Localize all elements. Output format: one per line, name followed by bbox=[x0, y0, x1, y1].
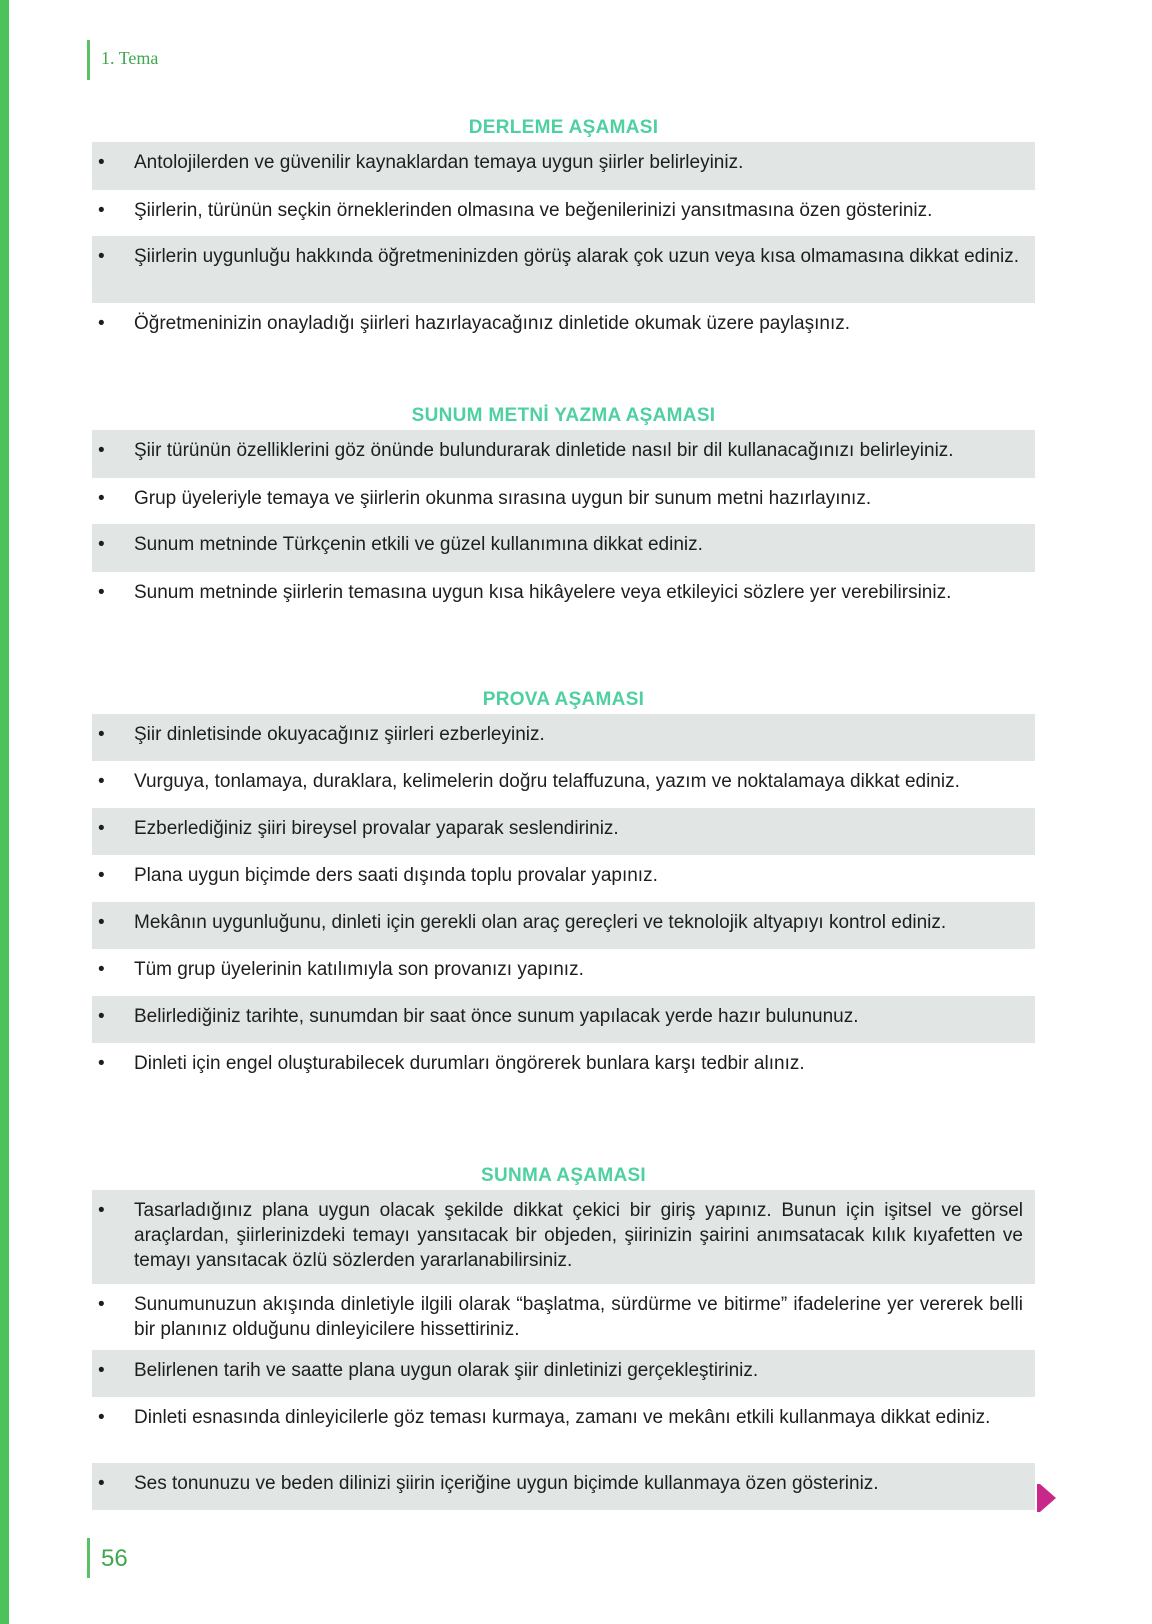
section-sunum-metni bbox=[92, 402, 1035, 618]
list-item: • Sunumunuzun akışında dinletiyle ilgili olarak “başlatma, sürdürme ve bitirme” ifadelerine yer vererek belli bir planınız olduğunu dinleyicilere hissettiriniz. bbox=[98, 1294, 1023, 1340]
bullet-icon: • bbox=[98, 865, 105, 886]
bullet-icon: • bbox=[98, 313, 105, 334]
section-title: SUNUM METNİ YAZMA AŞAMASI bbox=[411, 405, 716, 426]
list-item: • Ezberlediğiniz şiiri bireysel provalar yaparak seslendiriniz. bbox=[92, 808, 1035, 855]
next-page-arrow-icon bbox=[1040, 1484, 1056, 1512]
list-item: • Ses tonunuzu ve beden dilinizi şiirin içeriğine uygun biçimde kullanmaya özen gösteriniz. bbox=[92, 1463, 1035, 1510]
page-edge-stripe bbox=[0, 0, 9, 1624]
header-rule bbox=[87, 40, 90, 80]
list-item: • Dinleti için engel oluşturabilecek durumları öngörerek bunlara karşı tedbir alınız. bbox=[98, 1053, 805, 1074]
bullet-icon: • bbox=[98, 246, 105, 267]
bullet-icon: • bbox=[98, 818, 105, 839]
theme-label: 1. Tema bbox=[101, 48, 159, 68]
bullet-icon: • bbox=[98, 724, 105, 745]
list-item: • Grup üyeleriyle temaya ve şiirlerin okunma sırasına uygun bir sunum metni hazırlayınız. bbox=[98, 488, 872, 509]
bullet-icon: • bbox=[98, 534, 105, 555]
bullet-icon: • bbox=[98, 200, 105, 221]
section-title: DERLEME AŞAMASI bbox=[468, 117, 659, 138]
list-item: • Belirlenen tarih ve saatte plana uygun olarak şiir dinletinizi gerçekleştiriniz. bbox=[92, 1350, 1035, 1397]
bullet-icon: • bbox=[98, 152, 105, 173]
section-title: PROVA AŞAMASI bbox=[482, 689, 645, 710]
list-item: • Dinleti esnasında dinleyicilerle göz teması kurmaya, zamanı ve mekânı etkili kullanmaya dikkat ediniz. bbox=[98, 1407, 991, 1428]
list-item: • Vurguya, tonlamaya, duraklara, kelimelerin doğru telaffuzuna, yazım ve noktalamaya dikkat ediniz. bbox=[98, 771, 960, 792]
section-title: SUNMA AŞAMASI bbox=[480, 1165, 647, 1186]
bullet-icon: • bbox=[98, 1053, 105, 1074]
bullet-icon: • bbox=[98, 1407, 105, 1428]
bullet-icon: • bbox=[98, 1294, 105, 1315]
list-item: • Şiir dinletisinde okuyacağınız şiirleri ezberleyiniz. bbox=[92, 714, 1035, 761]
list-item: • Mekânın uygunluğunu, dinleti için gerekli olan araç gereçleri ve teknolojik altyapıyı kontrol ediniz. bbox=[92, 902, 1035, 949]
footer-rule bbox=[87, 1538, 90, 1578]
list-item: • Öğretmeninizin onayladığı şiirleri hazırlayacağınız dinletide okumak üzere paylaşınız. bbox=[98, 313, 851, 334]
list-item: • Antolojilerden ve güvenilir kaynaklardan temaya uygun şiirler belirleyiniz. bbox=[92, 142, 1035, 190]
bullet-icon: • bbox=[98, 912, 105, 933]
item-list bbox=[92, 430, 1035, 618]
bullet-icon: • bbox=[98, 771, 105, 792]
item-list bbox=[92, 714, 1035, 1090]
list-item: • Sunum metninde şiirlerin temasına uygun kısa hikâyelere veya etkileyici sözlere yer verebilirsiniz. bbox=[98, 582, 952, 603]
bullet-icon: • bbox=[98, 959, 105, 980]
bullet-icon: • bbox=[98, 440, 105, 461]
section-sunma bbox=[92, 1162, 1035, 1510]
bullet-icon: • bbox=[98, 1200, 105, 1221]
item-list bbox=[92, 142, 1035, 345]
bullet-icon: • bbox=[98, 488, 105, 509]
bullet-icon: • bbox=[98, 582, 105, 603]
bullet-icon: • bbox=[98, 1360, 105, 1381]
page-number: 56 bbox=[101, 1545, 128, 1572]
list-item: • Şiirlerin uygunluğu hakkında öğretmeninizden görüş alarak çok uzun veya kısa olmamasına dikkat ediniz. bbox=[92, 236, 1035, 303]
list-item: • Tasarladığınız plana uygun olacak şekilde dikkat çekici bir giriş yapınız. Bunun için işitsel ve görsel araçlardan, şiirlerinizdeki temayı yansıtacak bir objeden, şiirinizin şairini anımsatacak kılık kıyafetten ve temayı yansıtacak özlü sözlerden yararlanabilirsiniz. bbox=[92, 1190, 1035, 1284]
bullet-icon: • bbox=[98, 1473, 105, 1494]
section-prova bbox=[92, 686, 1035, 1090]
list-item: • Belirlediğiniz tarihte, sunumdan bir saat önce sunum yapılacak yerde hazır bulununuz. bbox=[92, 996, 1035, 1043]
list-item: • Plana uygun biçimde ders saati dışında toplu provalar yapınız. bbox=[98, 865, 658, 886]
list-item: • Şiirlerin, türünün seçkin örneklerinden olmasına ve beğenilerinizi yansıtmasına özen gösteriniz. bbox=[98, 200, 933, 221]
bullet-icon: • bbox=[98, 1006, 105, 1027]
list-item: • Sunum metninde Türkçenin etkili ve güzel kullanımına dikkat ediniz. bbox=[92, 524, 1035, 572]
item-list bbox=[92, 1190, 1035, 1510]
section-derleme bbox=[92, 114, 1035, 345]
list-item: • Şiir türünün özelliklerini göz önünde bulundurarak dinletide nasıl bir dil kullanacağınızı belirleyiniz. bbox=[92, 430, 1035, 478]
list-item: • Tüm grup üyelerinin katılımıyla son provanızı yapınız. bbox=[98, 959, 584, 980]
